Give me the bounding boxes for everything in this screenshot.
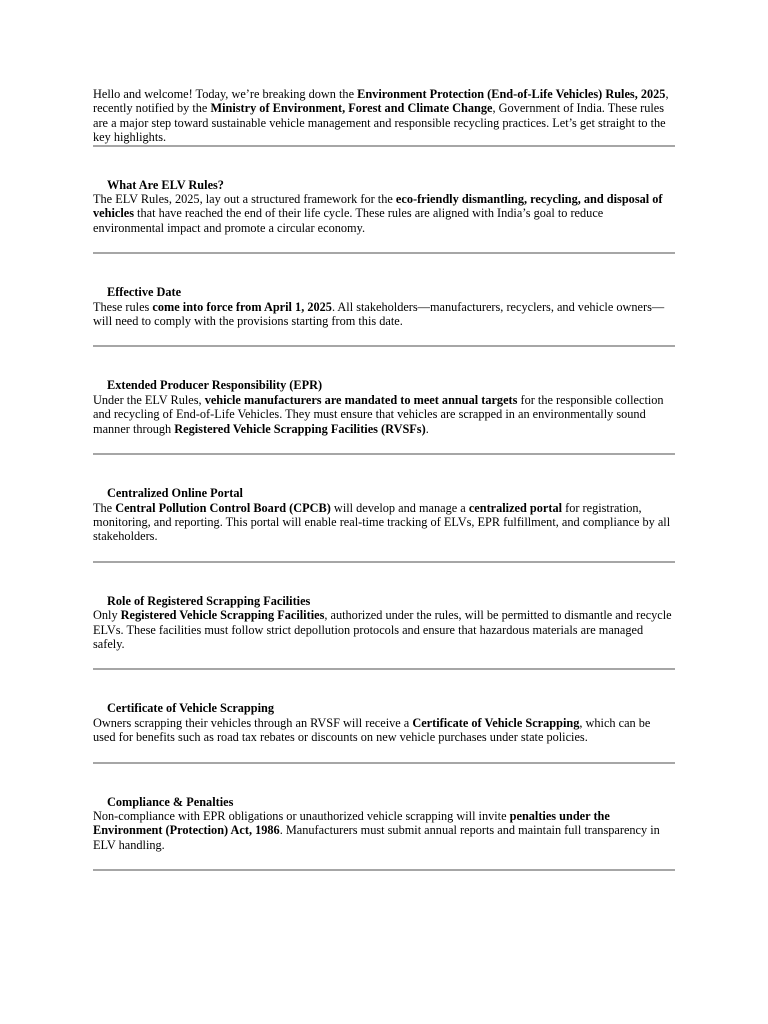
section-body: Owners scrapping their vehicles through an RVSF will receive a Certificate of Vehicle Scrapping, which can be used for benefits such as road tax rebates or discounts on new vehicle purchases under state policies. bbox=[93, 715, 651, 745]
section-body: Only Registered Vehicle Scrapping Facilities, authorized under the rules, will be permitted to dismantle and recycle ELVs. These facilities must follow strict depollution protocols and ensure that hazardous materials are managed safely. bbox=[93, 608, 672, 651]
section-scrapping-facilities bbox=[93, 563, 675, 671]
section-title: Effective Date bbox=[107, 285, 182, 300]
intro-rules-name: Environment Protection (End-of-Life Vehicles) Rules, 2025 bbox=[357, 87, 666, 101]
intro-text: Hello and welcome! Today, we’re breaking down the bbox=[93, 87, 358, 101]
section-body: Under the ELV Rules, vehicle manufacturers are mandated to meet annual targets for the responsible collection and recycling of End-of-Life Vehicles. They must ensure that vehicles are scrapped in an environmentally sound manner through Registered Vehicle Scrapping Facilities (RVSFs). bbox=[93, 392, 664, 436]
section-certificate bbox=[93, 670, 675, 763]
intro-text: , Government of India. These rules are a major step toward sustainable vehicle management and responsible recycling practices. Let’s get straight to the key highlights. bbox=[93, 101, 666, 145]
section-effective-date bbox=[93, 254, 675, 347]
intro-text: , recently notified by the bbox=[93, 87, 669, 116]
section-title: Certificate of Vehicle Scrapping bbox=[107, 701, 275, 716]
document-page bbox=[93, 87, 675, 871]
intro-paragraph bbox=[93, 87, 675, 145]
section-body: The Central Pollution Control Board (CPCB) will develop and manage a centralized portal for registration, monitoring, and reporting. This portal will enable real-time tracking of ELVs, EPR fulfillment, and compliance by all stakeholders. bbox=[93, 500, 671, 544]
section-title: Centralized Online Portal bbox=[107, 486, 243, 501]
section-title: Compliance & Penalties bbox=[107, 794, 234, 809]
section-title: What Are ELV Rules? bbox=[107, 177, 224, 192]
section-online-portal bbox=[93, 455, 675, 563]
section-title: Role of Registered Scrapping Facilities bbox=[107, 593, 311, 608]
section-elv-rules bbox=[93, 147, 675, 255]
section-compliance bbox=[93, 764, 675, 872]
section-title: Extended Producer Responsibility (EPR) bbox=[107, 378, 323, 393]
section-body: These rules come into force from April 1, 2025. All stakeholders—manufacturers, recyclers, and vehicle owners—will need to comply with the provisions starting from this date. bbox=[93, 299, 665, 329]
section-epr bbox=[93, 347, 675, 455]
section-body: The ELV Rules, 2025, lay out a structured framework for the eco-friendly dismantling, recycling, and disposal of vehicles that have reached the end of their life cycle. These rules are aligned with India’s goal to reduce environmental impact and promote a circular economy. bbox=[93, 192, 663, 235]
intro-ministry-name: Ministry of Environment, Forest and Climate Change bbox=[210, 101, 493, 116]
section-divider bbox=[93, 869, 675, 871]
section-body: Non-compliance with EPR obligations or unauthorized vehicle scrapping will invite penalties under the Environment (Protection) Act, 1986. Manufacturers must submit annual reports and maintain full transparency in ELV handling. bbox=[93, 808, 660, 852]
